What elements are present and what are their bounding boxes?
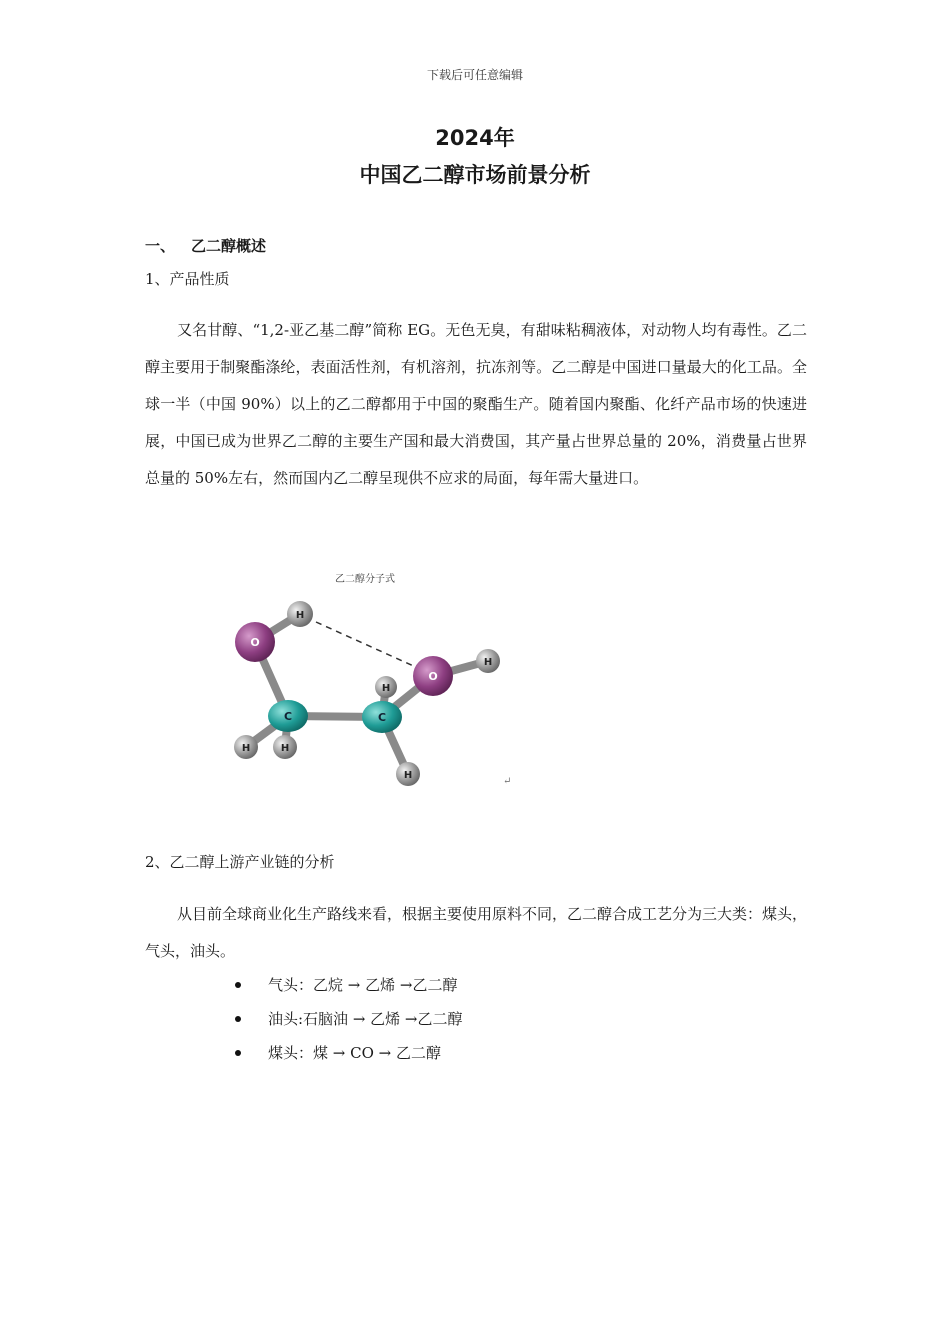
route-text: 油头:石脑油 → 乙烯 →乙二醇: [268, 1010, 463, 1028]
atom-label: H: [241, 743, 251, 754]
bullet-icon: [235, 1050, 241, 1056]
oxygen-atom: [235, 622, 275, 662]
hydrogen-bond: [316, 622, 418, 668]
route-text: 煤头：煤 → CO → 乙二醇: [268, 1044, 441, 1062]
carbon-atom: [268, 700, 308, 732]
atom-label: C: [283, 710, 293, 723]
section-heading: [145, 235, 266, 256]
paragraph-mark: ↵: [503, 776, 512, 787]
route-text: 气头：乙烷 → 乙烯 →乙二醇: [268, 976, 458, 994]
atom-label: H: [295, 610, 305, 621]
hydrogen-atom: [234, 735, 258, 759]
header-note: 下载后可任意编辑: [426, 68, 523, 82]
atom-label: O: [428, 670, 438, 683]
bullet-icon: [235, 1016, 241, 1022]
hydrogen-atom: [375, 676, 397, 698]
oxygen-atom: [413, 656, 453, 696]
hydrogen-atom: [476, 649, 500, 673]
molecule-diagram: [222, 590, 522, 790]
title-year: 2024年: [435, 126, 515, 150]
subheading-product-properties: 1、产品性质: [145, 270, 230, 288]
atom-label: H: [280, 743, 290, 754]
atom-label: O: [250, 636, 260, 649]
atom-label: H: [381, 683, 391, 694]
subheading-upstream-chain: 2、乙二醇上游产业链的分析: [145, 853, 335, 871]
atom-label: H: [483, 657, 493, 668]
bullet-icon: [235, 982, 241, 988]
paragraph-product-properties: [145, 312, 807, 497]
section-title: 乙二醇概述: [191, 237, 267, 255]
atom-label: C: [377, 711, 387, 724]
figure-caption: 乙二醇分子式: [335, 574, 395, 585]
carbon-atom: [362, 701, 402, 733]
atom-label: H: [403, 770, 413, 781]
hydrogen-atom: [273, 735, 297, 759]
section-number: 一、: [145, 237, 176, 255]
paragraph-upstream-chain: [145, 896, 807, 970]
hydrogen-atom: [396, 762, 420, 786]
page-title: 中国乙二醇市场前景分析: [359, 163, 591, 187]
hydrogen-atom: [287, 601, 313, 627]
paragraph-text: 从目前全球商业化生产路线来看，根据主要使用原料不同，乙二醇合成工艺分为三大类：煤头，气头，油头。: [145, 905, 808, 960]
paragraph-text: 又名甘醇、“1,2-亚乙基二醇”简称 EG。无色无臭，有甜味粘稠液体，对动物人均有毒性。乙二醇主要用于制聚酯涤纶，表面活性剂，有机溶剂，抗冻剂等。乙二醇是中国进口量最大的化工品。全球一半（中国 90%）以上的乙二醇都用于中国的聚酯生产。随着国内聚酯、化纤产品市场的快速进展，中国已成为世界乙二醇的主要生产国和最大消费国，其产量占世界总量的 20%，消费量占世界总量的 50%左右，然而国内乙二醇呈现供不应求的局面，每年需大量进口。: [145, 321, 807, 487]
